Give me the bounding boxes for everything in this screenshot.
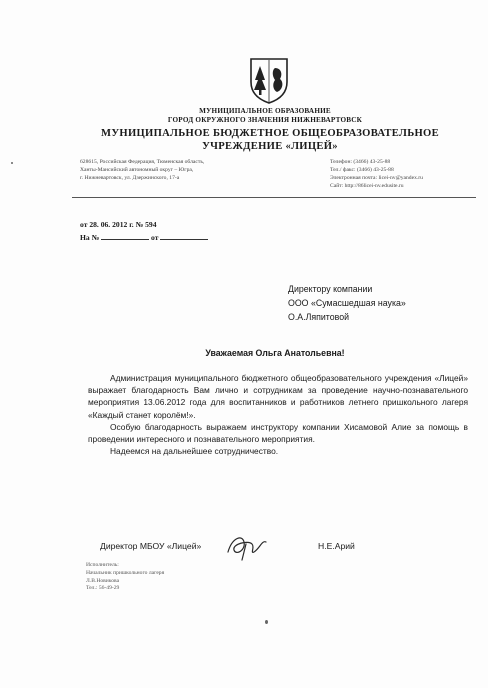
executor-block	[86, 562, 266, 593]
address-block	[80, 158, 250, 182]
executor-line: Исполнитель:	[86, 562, 119, 568]
website-line: Сайт: http://86licei-nv.edusite.ru	[330, 183, 404, 189]
institution-name-line2: УЧРЕЖДЕНИЕ «ЛИЦЕЙ»	[202, 141, 338, 152]
address-line: Ханты-Мансийский автономный округ – Югра,	[80, 167, 194, 173]
body-paragraph: Надеемся на дальнейшее сотрудничество.	[110, 446, 279, 457]
contacts-block	[330, 158, 480, 190]
address-line: 628615, Российская Федерация, Тюменская область,	[80, 159, 205, 165]
city-name: ГОРОД ОКРУЖНОГО ЗНАЧЕНИЯ НИЖНЕВАРТОВСК	[167, 116, 363, 124]
incoming-number-label: На №	[80, 233, 100, 242]
executor-line: Начальник пришкольного лагеря	[86, 569, 165, 576]
scan-speck	[11, 162, 13, 164]
salutation: Уважаемая Ольга Анатольевна!	[205, 348, 345, 358]
body-paragraph: Особую благодарность выражаем инструктору компании Хисамовой Алие за помощь в проведении интересного и познавательного мероприятия.	[88, 421, 468, 445]
email-line: Электронная почта: licei-nv@yandex.ru	[330, 175, 423, 181]
municipality-name: МУНИЦИПАЛЬНОЕ ОБРАЗОВАНИЕ	[199, 107, 331, 115]
recipient-company: ООО «Сумасшедшая наука»	[288, 298, 406, 308]
outgoing-reference: от 28. 06. 2012 г. № 594	[80, 220, 157, 229]
recipient-name: О.А.Ляпитовой	[288, 312, 350, 322]
institution-name-line1: МУНИЦИПАЛЬНОЕ БЮДЖЕТНОЕ ОБЩЕОБРАЗОВАТЕЛЬНОЕ	[101, 128, 439, 139]
phone-line: Телефон: (3466) 43-25-88	[330, 159, 391, 165]
incoming-reference	[80, 232, 208, 242]
incoming-date-blank	[160, 232, 208, 240]
recipient-position: Директору компании	[288, 284, 373, 294]
executor-line: Л.В.Новикова	[86, 577, 120, 584]
letter-body	[88, 372, 468, 457]
incoming-number-blank	[101, 232, 149, 240]
header-divider	[72, 197, 476, 198]
recipient-block	[288, 282, 406, 324]
city-emblem-icon	[248, 56, 290, 104]
fax-line: Тел./ факс: (3466) 43-25-88	[330, 167, 394, 173]
incoming-date-label: от	[151, 233, 159, 242]
body-paragraph: Администрация муниципального бюджетного общеобразовательного учреждения «Лицей» выражает благодарность Вам лично и сотрудникам за проведение научно-познавательного мероприятия 13.06.2012 года для воспитанников и работников летнего пришкольного лагеря «Каждый станет королём!».	[88, 373, 468, 420]
handwritten-signature	[222, 530, 278, 562]
address-line: г. Нижневартовск, ул. Дзержинского, 17-а	[80, 175, 180, 181]
signatory-role: Директор МБОУ «Лицей»	[100, 541, 202, 551]
signatory-name: Н.Е.Арий	[318, 541, 355, 551]
scan-speck	[265, 620, 268, 624]
executor-line: Тел.: 56-49-29	[86, 585, 120, 592]
